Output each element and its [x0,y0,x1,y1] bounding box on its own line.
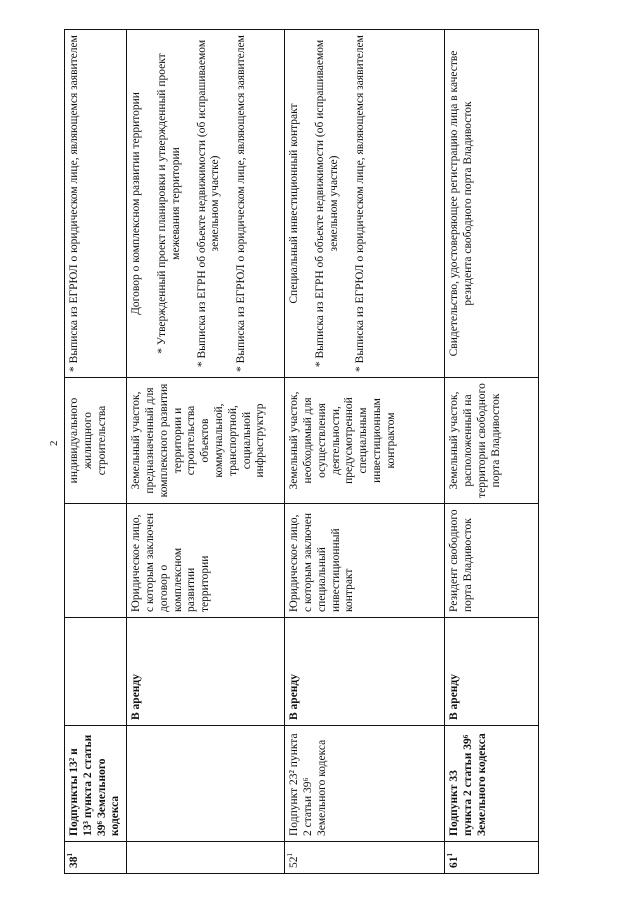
legal-basis-cell [127,726,285,842]
documents-cell [285,30,445,378]
grant-type-cell: В аренду [127,618,285,726]
applicant-cell [65,504,127,618]
table-row [285,30,445,874]
grant-type-cell [65,618,127,726]
table-row [65,30,127,874]
document-item: Специальный инвестиционный контракт [288,103,301,304]
land-plot-cell: Земельный участок, предназначенный для комплексного развития территории и строительства объектов коммунальной, транспортной, социальной инфраструктур [127,378,285,504]
row-number-cell [127,842,285,874]
documents-cell [65,30,127,378]
documents-cell [127,30,285,378]
legal-basis-cell: Подпункты 13² и 13³ пункта 2 статьи 39⁶ Земельного кодекса [65,726,127,842]
land-plot-cell: Земельный участок, расположенный на территории свободного порта Владивосток [445,378,539,504]
row-number-cell: $38^1$ [65,842,127,874]
applicant-cell: Юридическое лицо, с которым заключен договор о комплексном развитии территории [127,504,285,618]
grant-type-cell: В аренду [285,618,445,726]
row-number-cell: $61^1$ [445,842,539,874]
table-row [127,30,285,874]
land-plot-cell: индивидуального жилищного строительства [65,378,127,504]
document-item: * Выписка из ЕГРЮЛ о юридическом лице, являющемся заявителем [235,35,248,372]
page-number: 2 [48,440,60,446]
legal-basis-cell: Подпункт 23² пункта 2 статьи 39⁶ Земельного кодекса [285,726,445,842]
legal-basis-cell: Подпункт 33 пункта 2 статьи 39⁶ Земельного кодекса [445,726,539,842]
land-allocation-table [64,29,539,874]
table-row [445,30,539,874]
rotated-table-container [64,30,538,874]
document-item: * Выписка из ЕГРН об объекте недвижимости (об испрашиваемом земельном участке) [313,39,340,368]
document-item: * Выписка из ЕГРЮЛ о юридическом лице, являющемся заявителем [68,35,80,372]
document-item: * Выписка из ЕГРЮЛ о юридическом лице, являющемся заявителем [353,35,366,372]
document-item: Свидетельство, удостоверяющее регистрацию лица в качестве резидента свободного порта Владивосток [448,50,474,357]
applicant-cell: Резидент свободного порта Владивосток [445,504,539,618]
applicant-cell: Юридическое лицо, с которым заключен специальный инвестиционный контракт [285,504,445,618]
row-number-cell: $52^1$ [285,842,445,874]
document-item: * Выписка из ЕГРН об объекте недвижимости (об испрашиваемом земельном участке) [195,39,222,368]
documents-cell [445,30,539,378]
document-item: Договор о комплексном развитии территории [130,92,143,315]
document-item: * Утвержденный проект планировки и утвержденный проект межевания территории [155,53,182,354]
land-plot-cell: Земельный участок, необходимый для осуществления деятельности, предусмотренной специальным инвестиционным контрактом [285,378,445,504]
grant-type-cell: В аренду [445,618,539,726]
